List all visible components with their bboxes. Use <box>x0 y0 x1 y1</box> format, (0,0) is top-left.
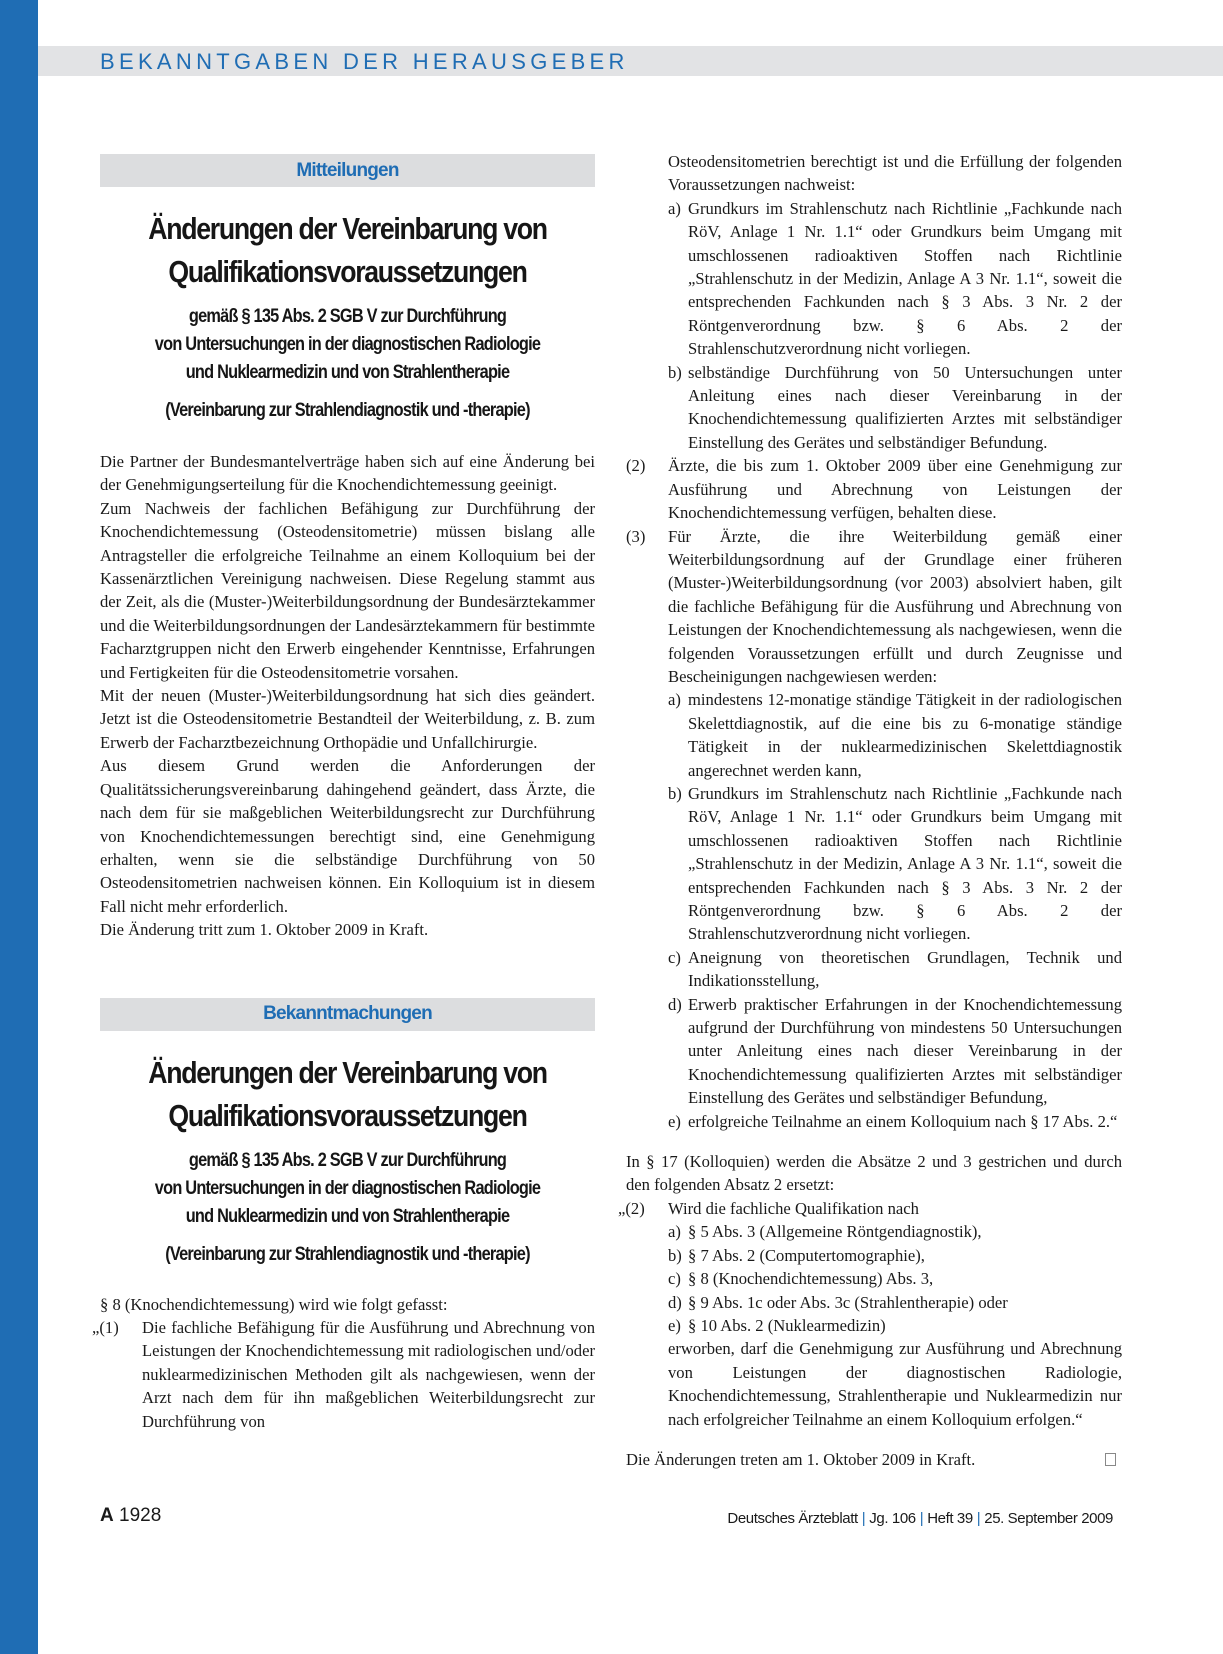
list-item-text: § 7 Abs. 2 (Computertomographie), <box>688 1245 925 1265</box>
list-item-label: e) <box>668 1111 681 1131</box>
article2-head <box>100 998 595 1269</box>
section17-intro: In § 17 (Kolloquien) werden die Absätze 2 und 3 gestrichen und durch den folgenden Absatz 2 ersetzt: <box>626 1152 1122 1195</box>
paragraph-number: „(2) <box>618 1198 645 1218</box>
list-item-label: a) <box>668 690 681 710</box>
list-item <box>668 1244 1122 1267</box>
list-item <box>668 1110 1122 1133</box>
end-mark-icon <box>1105 1453 1116 1466</box>
separator: | <box>976 1510 981 1527</box>
left-column <box>92 154 595 1433</box>
article1-body <box>100 450 595 942</box>
list-item-text: Grundkurs im Strahlenschutz nach Richtlinie „Fachkunde nach RöV, Anlage 1 Nr. 1.1“ oder Grundkurs beim Umgang mit umschlossenen radioaktiven Stoffen nach Richtlinie „Strahlenschutz in der Medizin, Anlage A 3 Nr. 1.1“, soweit die entsprechenden Fachkunden nach § 3 Abs. 3 Nr. 2 der Röntgenverordnung bzw. § 6 Abs. 2 der Strahlenschutzverordnung nicht vorliegen. <box>688 198 1122 359</box>
list-item-text: § 10 Abs. 2 (Nuklearmedizin) <box>688 1315 886 1335</box>
article1-parenthetical: (Vereinbarung zur Strahlendiagnostik und -therapie) <box>165 400 530 421</box>
list-item-text: Grundkurs im Strahlenschutz nach Richtlinie „Fachkunde nach RöV, Anlage 1 Nr. 1.1“ oder Grundkurs beim Umgang mit umschlossenen radioaktiven Stoffen nach Richtlinie „Strahlenschutz in der Medizin, Anlage A 3 Nr. 1.1“, soweit die entsprechenden Fachkunden nach § 3 Abs. 3 Nr. 2 der Röntgenverordnung bzw. § 6 Abs. 2 der Strahlenschutzverordnung nicht vorliegen. <box>688 783 1122 944</box>
list-item-text: mindestens 12-monatige ständige Tätigkeit in der radiologischen Skelettdiagnostik, auf die eine bis zu 6-monatige ständige Tätigkeit in der nuklearmedizinischen Skelettdiagnostik angerechnet werden kann, <box>688 690 1122 780</box>
article1-title <box>135 207 561 293</box>
list-item-label: d) <box>668 994 682 1014</box>
article1-title-line1: Änderungen der Vereinbarung von <box>148 211 547 246</box>
article1-subtitle <box>135 303 561 387</box>
list-item-label: a) <box>668 198 681 218</box>
list-item <box>668 1314 1122 1337</box>
section17-paragraph-2 <box>618 1197 1122 1220</box>
section17-tail: erworben, darf die Genehmigung zur Ausführung und Abrechnung von Leistungen der diagnostischen Radiologie, Knochendichtemessung, Strahlentherapie und Nuklearmedizin nur nach erfolgreicher Teilnahme an einem Kolloquium erfolgen.“ <box>668 1339 1122 1429</box>
closing-text: Die Änderungen treten am 1. Oktober 2009 in Kraft. <box>626 1449 976 1469</box>
journal-date: 25. September 2009 <box>984 1510 1113 1527</box>
article1-paragraph: Mit der neuen (Muster-)Weiterbildungsordnung hat sich dies geändert. Jetzt ist die Osteodensitometrie Bestandteil der Weiterbildung, z. B. zum Erwerb der Facharztbezeichnung Orthopädie und Unfallchirurgie. <box>100 686 595 752</box>
page-number <box>100 1505 161 1527</box>
article2-sub-line3: und Nuklearmedizin und von Strahlentherapie <box>185 1205 510 1227</box>
paragraph-1-continuation: Osteodensitometrien berechtigt ist und die Erfüllung der folgenden Voraussetzungen nachweist: <box>668 152 1122 195</box>
list-item <box>668 1291 1122 1314</box>
article2-title <box>135 1051 561 1137</box>
closing-line <box>626 1448 1122 1471</box>
article1-sub-line1: gemäß § 135 Abs. 2 SGB V zur Durchführung <box>188 306 507 327</box>
article2-subtitle <box>135 1147 561 1231</box>
right-column <box>618 150 1122 1471</box>
article2-paragraph-2 <box>626 454 1122 524</box>
article2-title-line2: Qualifikationsvoraussetzungen <box>168 1097 527 1133</box>
list-item-label: b) <box>668 783 682 803</box>
list-item <box>668 361 1122 455</box>
list-item-label: b) <box>668 362 682 382</box>
paragraph-number: „(1) <box>92 1317 119 1337</box>
article1-paragraph: Die Partner der Bundesmantelverträge haben sich auf eine Änderung bei der Genehmigungserteilung für die Knochendichtemessung geeinigt. <box>100 452 595 495</box>
spacer <box>626 1431 1122 1448</box>
list-item-text: § 5 Abs. 3 (Allgemeine Röntgendiagnostik), <box>688 1222 982 1242</box>
list-item-text: Erwerb praktischer Erfahrungen in der Knochendichtemessung aufgrund der Durchführung von mindestens 50 Untersuchungen unter Anleitung eines nach dieser Vereinbarung in der Knochendichtemessung qualifizierten Arztes mit selbständiger Einstellung des Gerätes und selbständiger Befundung, <box>688 994 1122 1108</box>
rubric-mitteilungen: Mitteilungen <box>100 154 595 187</box>
paragraph-text: Die fachliche Befähigung für die Ausführung und Abrechnung von Leistungen der Knochendichtemessung mit radiologischen und/oder nuklearmedizinischen Methoden gilt als nachgewiesen, wenn der Arzt nach dem für ihn maßgeblichen Weiterbildungsrecht zur Durchführung von <box>142 1317 595 1431</box>
article2-section8-intro: § 8 (Knochendichtemessung) wird wie folgt gefasst: <box>100 1294 448 1314</box>
article2-paragraph-3 <box>626 525 1122 689</box>
page-prefix: A <box>100 1505 114 1526</box>
list-item <box>668 688 1122 782</box>
article1-title-line2: Qualifikationsvoraussetzungen <box>168 254 527 289</box>
list-item <box>668 1267 1122 1290</box>
article2-parenthetical: (Vereinbarung zur Strahlendiagnostik und -therapie) <box>165 1243 530 1265</box>
list-item-label: c) <box>668 1269 681 1289</box>
journal-name: Deutsches Ärzteblatt <box>727 1510 858 1527</box>
article2-sub-line2: von Untersuchungen in der diagnostischen Radiologie <box>154 1177 541 1199</box>
list-item-label: b) <box>668 1245 682 1265</box>
page-number-value: 1928 <box>119 1505 162 1526</box>
list-item <box>668 1220 1122 1243</box>
article1-paragraph: Aus diesem Grund werden die Anforderungen der Qualitätssicherungsvereinbarung dahingehend geändert, dass Ärzte, die nach dem für sie maßgeblichen Weiterbildungsrecht zur Durchführung von Knochendichtemessungen berechtigt sind, eine Genehmigung erhalten, wenn sie die selbständige Durchführung von 50 Osteodensitometrien nachweisen können. Ein Kolloquium ist in diesem Fall nicht mehr erforderlich. <box>100 756 595 916</box>
article1-paragraph: Die Änderung tritt zum 1. Oktober 2009 in Kraft. <box>100 920 429 940</box>
list-item-label: a) <box>668 1222 681 1242</box>
list-item-text: § 9 Abs. 1c oder Abs. 3c (Strahlentherapie) oder <box>688 1292 1008 1312</box>
list-item-text: Aneignung von theoretischen Grundlagen, Technik und Indikationsstellung, <box>688 947 1122 991</box>
paragraph-text: Wird die fachliche Qualifikation nach <box>668 1198 919 1218</box>
article1-sub-line3: und Nuklearmedizin und von Strahlentherapie <box>185 362 510 383</box>
list-item-text: selbständige Durchführung von 50 Untersuchungen unter Anleitung eines nach dieser Vereinbarung in der Knochendichtemessung qualifizierten Arztes mit selbständiger Einstellung des Gerätes und selbständiger Befundung. <box>688 362 1122 452</box>
list-item-label: d) <box>668 1292 682 1312</box>
list-item-text: erfolgreiche Teilnahme an einem Kolloquium nach § 17 Abs. 2.“ <box>688 1111 1118 1131</box>
article2-sub-line1: gemäß § 135 Abs. 2 SGB V zur Durchführung <box>188 1149 507 1171</box>
list-item <box>668 782 1122 946</box>
spacer <box>626 1133 1122 1150</box>
list-item <box>668 197 1122 361</box>
journal-issue: Heft 39 <box>927 1510 973 1527</box>
article1-paragraph: Zum Nachweis der fachlichen Befähigung zur Durchführung der Knochendichtemessung (Osteodensitometrie) müssen bislang alle Antragsteller die erfolgreiche Teilnahme an einem Kolloquium bei der Kassenärztlichen Vereinigung nachweisen. Diese Regelung stammt aus der Zeit, als die (Muster-)Weiterbildungsordnung der Bundesärztekammer und die Weiterbildungsordnungen der Landesärztekammern für bestimmte Facharztgruppen nicht den Erwerb eingehender Kenntnisse, Erfahrungen und Fertigkeiten für die Osteodensitometrie vorsahen. <box>100 498 595 682</box>
paragraph-text: Ärzte, die bis zum 1. Oktober 2009 über eine Genehmigung zur Ausführung und Abrechnung von Leistungen der Knochendichtemessung verfügen, behalten diese. <box>668 456 1122 523</box>
side-color-bar <box>0 0 38 1654</box>
list-item-text: § 8 (Knochendichtemessung) Abs. 3, <box>688 1269 934 1289</box>
list-item <box>668 993 1122 1110</box>
section-header: BEKANNTGABEN DER HERAUSGEBER <box>100 49 629 74</box>
list-item-label: e) <box>668 1315 681 1335</box>
rubric-bekanntmachungen: Bekanntmachungen <box>100 998 595 1031</box>
list-item <box>668 946 1122 993</box>
separator: | <box>919 1510 924 1527</box>
paragraph-number: (2) <box>626 456 646 476</box>
article2-title-line1: Änderungen der Vereinbarung von <box>148 1054 547 1090</box>
paragraph-1-list <box>626 197 1122 454</box>
article1-sub-line2: von Untersuchungen in der diagnostischen Radiologie <box>154 334 541 355</box>
paragraph-text: Für Ärzte, die ihre Weiterbildung gemäß einer Weiterbildungsordnung auf der Grundlage einer früheren (Muster-)Weiterbildungsordnung (vor 2003) absolviert haben, gilt die fachliche Befähigung für die Ausführung und Abrechnung von Leistungen der Knochendichtemessung als nachgewiesen, wenn die folgenden Voraussetzungen erfüllt und durch Zeugnisse und Bescheinigungen nachgewiesen werden: <box>668 526 1122 686</box>
paragraph-number: (3) <box>626 526 646 546</box>
journal-info <box>727 1510 1113 1527</box>
list-item-label: c) <box>668 947 681 967</box>
separator: | <box>861 1510 866 1527</box>
paragraph-3-list <box>626 688 1122 1133</box>
section17-list <box>626 1220 1122 1337</box>
article2-paragraph-1 <box>92 1316 595 1433</box>
journal-volume: Jg. 106 <box>869 1510 916 1527</box>
